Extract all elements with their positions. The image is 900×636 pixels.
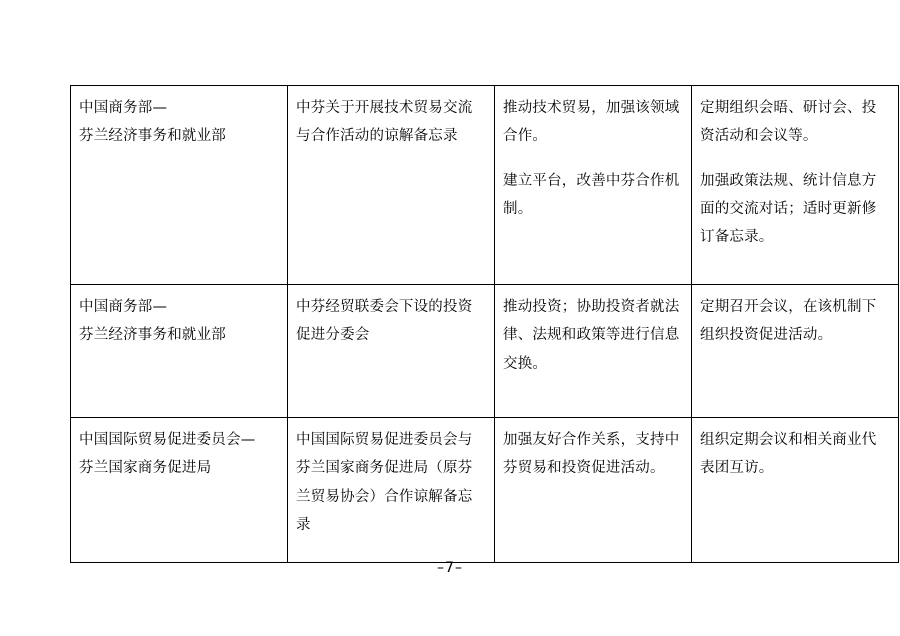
table-cell-activity: [692, 418, 899, 563]
table-row: [71, 86, 899, 285]
agreements-table: [70, 85, 899, 563]
cell-line: 中国国际贸易促进委员会—: [79, 432, 256, 448]
table-cell-party: [71, 285, 288, 418]
cell-line: 芬兰经济事务和就业部: [79, 128, 226, 145]
table-cell-document: [288, 86, 495, 285]
table-cell-activity: [692, 285, 899, 418]
cell-line: 推动技术贸易，加强该领域合作。: [503, 100, 680, 145]
table-cell-party: [71, 418, 288, 563]
cell-line: 加强友好合作关系，支持中芬贸易和投资促进活动。: [503, 432, 680, 477]
table-cell-objective: [495, 285, 692, 418]
cell-line: 芬兰国家商务促进局: [79, 460, 212, 477]
cell-line: 推动投资；协助投资者就法律、法规和政策等进行信息交换。: [503, 299, 680, 372]
page-number: –7–: [437, 560, 463, 576]
table-cell-document: [288, 285, 495, 418]
table-cell-activity: [692, 86, 899, 285]
cell-line: 加强政策法规、统计信息方面的交流对话；适时更新修订备忘录。: [700, 172, 877, 246]
cell-line: 组织定期会议和相关商业代表团互访。: [700, 432, 877, 477]
cell-line: 中芬经贸联委会下设的投资促进分委会: [296, 299, 473, 344]
cell-line: 芬兰经济事务和就业部: [79, 327, 226, 344]
table-cell-objective: [495, 86, 692, 285]
table-cell-party: [71, 86, 288, 285]
cell-line: 定期组织会晤、研讨会、投资活动和会议等。: [700, 100, 877, 145]
cell-line: 中国国际贸易促进委员会与芬兰国家商务促进局（原芬兰贸易协会）合作谅解备忘录: [296, 432, 473, 533]
cell-line: 中国商务部—: [79, 299, 168, 315]
cell-line: 定期召开会议，在该机制下组织投资促进活动。: [700, 299, 877, 344]
table-row: [71, 418, 899, 563]
table-cell-objective: [495, 418, 692, 563]
cell-line: 建立平台，改善中芬合作机制。: [503, 172, 680, 217]
cell-line: 中国商务部—: [79, 100, 168, 116]
cell-line: 中芬关于开展技术贸易交流与合作活动的谅解备忘录: [296, 100, 473, 145]
table-row: [71, 285, 899, 418]
table-cell-document: [288, 418, 495, 563]
